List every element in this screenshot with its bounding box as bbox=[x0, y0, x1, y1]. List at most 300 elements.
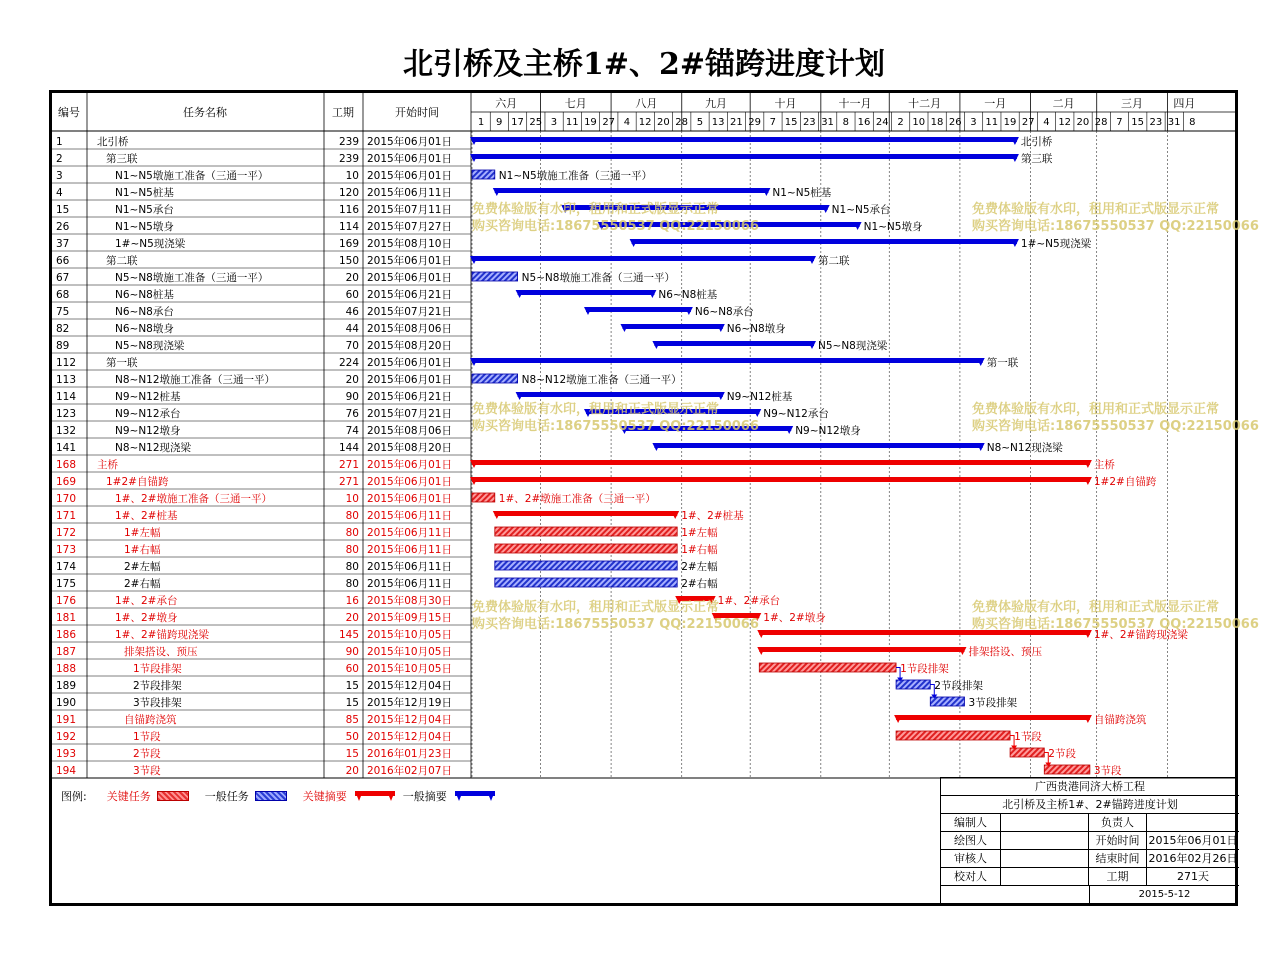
row-id: 189 bbox=[56, 680, 77, 692]
watermark-line1: 免费体验版有水印，租用和正式版显示正常 bbox=[972, 600, 1220, 615]
row-duration: 44 bbox=[345, 323, 359, 335]
row-duration: 20 bbox=[345, 612, 359, 624]
task-bar bbox=[472, 272, 518, 281]
row-id: 187 bbox=[56, 646, 77, 658]
checker-label: 校对人 bbox=[941, 868, 1001, 886]
row-start-date: 2015年08月20日 bbox=[367, 340, 452, 352]
bar-label: 第三联 bbox=[1020, 153, 1053, 165]
task-bar bbox=[1010, 748, 1044, 757]
row-id: 172 bbox=[56, 527, 77, 539]
row-id: 112 bbox=[56, 357, 77, 369]
row-start-date: 2015年07月21日 bbox=[367, 306, 452, 318]
drawer-label: 绘图人 bbox=[941, 832, 1001, 850]
day-label: 9 bbox=[496, 117, 503, 128]
start-value: 2015年06月01日 bbox=[1148, 834, 1238, 847]
bar-label: 1#、2#锚跨现浇梁 bbox=[1093, 629, 1188, 641]
row-task-name: N9~N12墩身 bbox=[115, 425, 181, 437]
task-bar bbox=[896, 731, 1010, 740]
row-duration: 80 bbox=[345, 527, 359, 539]
task-bar bbox=[472, 170, 495, 179]
bar-label: N1~N5墩施工准备（三通一平） bbox=[498, 170, 653, 182]
row-id: 193 bbox=[56, 748, 77, 760]
row-start-date: 2015年12月04日 bbox=[367, 714, 452, 726]
task-bar bbox=[472, 493, 495, 502]
month-label: 十二月 bbox=[908, 97, 942, 110]
row-start-date: 2015年06月11日 bbox=[367, 544, 452, 556]
compiler-label: 编制人 bbox=[941, 814, 1001, 832]
month-label: 二月 bbox=[1052, 97, 1075, 110]
bar-label: 排架搭设、预压 bbox=[968, 646, 1042, 658]
row-duration: 145 bbox=[338, 629, 359, 641]
bar-label: N1~N5承台 bbox=[831, 204, 891, 216]
drawer-value bbox=[1001, 832, 1089, 850]
row-id: 37 bbox=[56, 238, 70, 250]
row-id: 66 bbox=[56, 255, 70, 267]
responsible-label: 负责人 bbox=[1089, 814, 1147, 832]
row-start-date: 2015年07月11日 bbox=[367, 204, 452, 216]
legend-label: 图例: bbox=[61, 790, 87, 803]
day-label: 10 bbox=[912, 117, 926, 128]
row-start-date: 2015年10月05日 bbox=[367, 646, 452, 658]
row-task-name: 北引桥 bbox=[97, 136, 129, 148]
summary-bar bbox=[714, 613, 760, 618]
day-label: 17 bbox=[511, 117, 524, 128]
header-id: 编号 bbox=[58, 106, 80, 119]
legend-critical-summary-label: 关键摘要 bbox=[302, 790, 347, 803]
day-label: 5 bbox=[696, 117, 704, 128]
row-duration: 74 bbox=[345, 425, 359, 437]
duration-label: 工期 bbox=[1089, 868, 1147, 886]
bar-label: 1#右幅 bbox=[681, 544, 718, 556]
day-label: 20 bbox=[657, 117, 670, 128]
day-label: 18 bbox=[930, 117, 944, 128]
row-start-date: 2015年08月30日 bbox=[367, 595, 452, 607]
row-task-name: N6~N8墩身 bbox=[115, 323, 174, 335]
reviewer-label: 审核人 bbox=[941, 850, 1001, 868]
row-id: 67 bbox=[56, 272, 70, 284]
bar-label: N8~N12墩施工准备（三通一平） bbox=[521, 374, 682, 386]
row-duration: 169 bbox=[338, 238, 359, 250]
bar-label: N6~N8桩基 bbox=[658, 289, 718, 301]
row-id: 175 bbox=[56, 578, 77, 590]
watermark-line2: 购买咨询电话:18675550537 QQ:22150066 bbox=[972, 617, 1259, 632]
row-id: 2 bbox=[56, 153, 63, 165]
row-duration: 15 bbox=[345, 697, 359, 709]
row-id: 191 bbox=[56, 714, 77, 726]
day-label: 28 bbox=[1094, 117, 1108, 128]
row-start-date: 2015年08月06日 bbox=[367, 323, 452, 335]
bar-label: 1节段排架 bbox=[900, 663, 949, 675]
row-start-date: 2015年08月06日 bbox=[367, 425, 452, 437]
row-task-name: N1~N5桩基 bbox=[115, 187, 174, 199]
summary-bar bbox=[472, 477, 1090, 482]
row-id: 176 bbox=[56, 595, 77, 607]
row-start-date: 2015年09月15日 bbox=[367, 612, 452, 624]
row-duration: 90 bbox=[345, 391, 359, 403]
day-label: 20 bbox=[1076, 117, 1090, 128]
row-id: 186 bbox=[56, 629, 77, 641]
bar-label: N1~N5墩身 bbox=[863, 221, 923, 233]
row-id: 26 bbox=[56, 221, 70, 233]
bar-label: 1#2#自锚跨 bbox=[1093, 476, 1157, 488]
summary-bar bbox=[654, 341, 814, 346]
summary-bar bbox=[586, 307, 691, 312]
compiler-value bbox=[1001, 814, 1089, 832]
day-label: 24 bbox=[875, 117, 889, 128]
task-bar bbox=[495, 544, 677, 553]
row-id: 113 bbox=[56, 374, 77, 386]
row-start-date: 2015年07月27日 bbox=[367, 221, 452, 233]
summary-bar bbox=[622, 324, 722, 329]
day-label: 15 bbox=[1131, 117, 1145, 128]
day-label: 11 bbox=[565, 117, 579, 128]
row-duration: 144 bbox=[338, 442, 359, 454]
row-task-name: 1#、2#锚跨现浇梁 bbox=[115, 629, 209, 641]
row-duration: 60 bbox=[345, 663, 359, 675]
summary-bar bbox=[654, 443, 982, 448]
legend-normal-summary-swatch bbox=[453, 789, 497, 803]
row-start-date: 2015年06月01日 bbox=[367, 272, 452, 284]
reviewer-value bbox=[1001, 850, 1089, 868]
row-task-name: 1#左幅 bbox=[124, 527, 161, 539]
row-task-name: 第一联 bbox=[106, 357, 138, 369]
row-start-date: 2016年01月23日 bbox=[367, 748, 452, 760]
day-label: 16 bbox=[857, 117, 871, 128]
row-duration: 271 bbox=[338, 459, 359, 471]
row-task-name: 第二联 bbox=[106, 255, 138, 267]
task-bar bbox=[495, 578, 677, 587]
day-label: 31 bbox=[821, 117, 834, 128]
row-id: 188 bbox=[56, 663, 77, 675]
bar-label: 3节段 bbox=[1093, 765, 1122, 777]
summary-bar bbox=[632, 239, 1017, 244]
day-label: 27 bbox=[602, 117, 616, 128]
row-start-date: 2015年06月01日 bbox=[367, 374, 452, 386]
bar-label: N1~N5桩基 bbox=[772, 187, 832, 199]
row-id: 169 bbox=[56, 476, 77, 488]
row-task-name: 1#~N5现浇梁 bbox=[115, 238, 186, 250]
summary-bar bbox=[472, 358, 983, 363]
day-label: 8 bbox=[1189, 117, 1196, 128]
watermark-line2: 购买咨询电话:18675550537 QQ:22150066 bbox=[472, 419, 759, 434]
row-task-name: 主桥 bbox=[97, 459, 118, 471]
bar-label: N5~N8现浇梁 bbox=[818, 340, 888, 352]
checker-value bbox=[1001, 868, 1089, 886]
row-start-date: 2015年06月01日 bbox=[367, 153, 452, 165]
day-label: 19 bbox=[1003, 117, 1017, 128]
row-duration: 10 bbox=[345, 493, 359, 505]
row-id: 141 bbox=[56, 442, 77, 454]
day-label: 1 bbox=[477, 117, 485, 128]
bar-label: 1#、2#承台 bbox=[717, 595, 781, 607]
watermark-line1: 免费体验版有水印，租用和正式版显示正常 bbox=[472, 202, 720, 217]
row-start-date: 2015年06月01日 bbox=[367, 357, 452, 369]
bar-label: 1#、2#墩身 bbox=[763, 612, 826, 624]
bar-label: 第二联 bbox=[818, 255, 850, 267]
title-block-row-2 bbox=[941, 832, 1239, 850]
row-id: 123 bbox=[56, 408, 77, 420]
summary-bar bbox=[472, 154, 1017, 159]
row-task-name: 排架搭设、预压 bbox=[124, 646, 198, 658]
summary-bar bbox=[600, 222, 860, 227]
row-start-date: 2015年08月20日 bbox=[367, 442, 452, 454]
row-duration: 46 bbox=[345, 306, 359, 318]
row-task-name: 第三联 bbox=[106, 153, 138, 165]
watermark-line1: 免费体验版有水印，租用和正式版显示正常 bbox=[972, 402, 1220, 417]
summary-bar bbox=[472, 137, 1017, 142]
day-label: 7 bbox=[1116, 117, 1123, 128]
bar-label: N9~N12墩身 bbox=[795, 425, 861, 437]
day-label: 21 bbox=[729, 117, 743, 128]
row-duration: 239 bbox=[338, 153, 359, 165]
task-bar bbox=[472, 374, 518, 383]
row-duration: 50 bbox=[345, 731, 359, 743]
watermark-line1: 免费体验版有水印，租用和正式版显示正常 bbox=[972, 202, 1220, 217]
row-duration: 15 bbox=[345, 748, 359, 760]
row-start-date: 2015年12月04日 bbox=[367, 731, 452, 743]
row-task-name: N5~N8墩施工准备（三通一平） bbox=[115, 272, 269, 284]
legend-critical-summary-swatch bbox=[353, 789, 397, 803]
day-label: 27 bbox=[1021, 117, 1035, 128]
responsible-value bbox=[1147, 814, 1239, 832]
row-task-name: N1~N5墩施工准备（三通一平） bbox=[115, 170, 269, 182]
bar-label: 2#左幅 bbox=[681, 561, 718, 573]
day-label: 26 bbox=[948, 117, 962, 128]
row-id: 171 bbox=[56, 510, 77, 522]
summary-bar bbox=[472, 460, 1090, 465]
row-duration: 60 bbox=[345, 289, 359, 301]
row-start-date: 2015年08月10日 bbox=[367, 238, 452, 250]
month-label: 九月 bbox=[704, 97, 727, 110]
bar-label: N6~N8承台 bbox=[694, 306, 754, 318]
bar-label: 3节段排架 bbox=[968, 697, 1018, 709]
row-task-name: 2#左幅 bbox=[124, 561, 161, 573]
row-id: 192 bbox=[56, 731, 77, 743]
row-duration: 10 bbox=[345, 170, 359, 182]
row-task-name: N5~N8现浇梁 bbox=[115, 340, 185, 352]
row-id: 15 bbox=[56, 204, 70, 216]
day-label: 28 bbox=[675, 117, 689, 128]
bar-label: 1#左幅 bbox=[681, 527, 718, 539]
task-bar bbox=[759, 663, 896, 672]
task-bar bbox=[896, 680, 930, 689]
row-duration: 80 bbox=[345, 561, 359, 573]
month-label: 八月 bbox=[635, 97, 658, 110]
watermark-line1: 免费体验版有水印，租用和正式版显示正常 bbox=[472, 402, 720, 417]
day-label: 3 bbox=[970, 117, 977, 128]
summary-bar bbox=[518, 290, 655, 295]
summary-bar bbox=[896, 715, 1090, 720]
row-id: 173 bbox=[56, 544, 77, 556]
row-task-name: 2节段排架 bbox=[133, 680, 182, 692]
day-label: 23 bbox=[1149, 117, 1163, 128]
row-duration: 150 bbox=[338, 255, 359, 267]
row-start-date: 2015年06月01日 bbox=[367, 136, 452, 148]
day-label: 23 bbox=[802, 117, 816, 128]
legend-critical-task-label: 关键任务 bbox=[106, 790, 151, 803]
month-label: 十一月 bbox=[838, 97, 872, 110]
day-label: 15 bbox=[784, 117, 798, 128]
row-id: 190 bbox=[56, 697, 77, 709]
end-label: 结束时间 bbox=[1089, 850, 1147, 868]
month-label: 一月 bbox=[984, 97, 1007, 110]
task-bar bbox=[930, 697, 964, 706]
month-label: 七月 bbox=[564, 97, 587, 110]
row-duration: 80 bbox=[345, 510, 359, 522]
bar-label: N8~N12现浇梁 bbox=[986, 442, 1063, 454]
watermark-line2: 购买咨询电话:18675550537 QQ:22150066 bbox=[972, 419, 1259, 434]
row-start-date: 2015年12月19日 bbox=[367, 697, 452, 709]
row-duration: 20 bbox=[345, 765, 359, 777]
row-start-date: 2015年06月21日 bbox=[367, 289, 452, 301]
day-label: 3 bbox=[550, 117, 558, 128]
row-start-date: 2016年02月07日 bbox=[367, 765, 452, 777]
bar-label: N6~N8墩身 bbox=[726, 323, 786, 335]
row-id: 3 bbox=[56, 170, 63, 182]
title-block-date: 2015-5-12 bbox=[1089, 886, 1239, 904]
row-start-date: 2015年06月11日 bbox=[367, 510, 452, 522]
day-label: 13 bbox=[711, 117, 725, 128]
title-block-row-4 bbox=[941, 868, 1239, 886]
row-id: 168 bbox=[56, 459, 77, 471]
row-duration: 271 bbox=[338, 476, 359, 488]
row-id: 4 bbox=[56, 187, 63, 199]
bar-label: 2节段排架 bbox=[934, 680, 983, 692]
row-task-name: N9~N12桩基 bbox=[115, 391, 181, 403]
row-duration: 16 bbox=[345, 595, 359, 607]
month-label: 十月 bbox=[774, 97, 797, 110]
day-label: 8 bbox=[842, 117, 849, 128]
row-duration: 80 bbox=[345, 578, 359, 590]
row-task-name: 1节段 bbox=[133, 731, 161, 743]
row-duration: 90 bbox=[345, 646, 359, 658]
summary-bar bbox=[472, 256, 814, 261]
header-start: 开始时间 bbox=[395, 106, 439, 119]
legend-normal-task-label: 一般任务 bbox=[204, 790, 249, 803]
row-start-date: 2015年06月21日 bbox=[367, 391, 452, 403]
row-start-date: 2015年06月11日 bbox=[367, 187, 452, 199]
row-task-name: 1#、2#墩施工准备（三通一平） bbox=[115, 493, 272, 505]
row-task-name: 3节段 bbox=[133, 765, 161, 777]
day-label: 2 bbox=[897, 117, 904, 128]
row-duration: 76 bbox=[345, 408, 359, 420]
row-start-date: 2015年10月05日 bbox=[367, 663, 452, 675]
row-task-name: 2节段 bbox=[133, 748, 161, 760]
row-task-name: 2#右幅 bbox=[124, 578, 161, 590]
watermark-line2: 购买咨询电话:18675550537 QQ:22150066 bbox=[472, 219, 759, 234]
day-label: 11 bbox=[985, 117, 999, 128]
row-task-name: 1#、2#墩身 bbox=[115, 612, 178, 624]
row-id: 89 bbox=[56, 340, 70, 352]
row-duration: 70 bbox=[345, 340, 359, 352]
bar-label: 第一联 bbox=[986, 357, 1019, 369]
day-label: 4 bbox=[623, 117, 631, 128]
bar-label: 1#、2#墩施工准备（三通一平） bbox=[498, 493, 656, 505]
row-task-name: 1#右幅 bbox=[124, 544, 161, 556]
row-task-name: 1#、2#承台 bbox=[115, 595, 178, 607]
legend-normal-task-swatch bbox=[255, 791, 287, 801]
summary-bar bbox=[759, 647, 964, 652]
row-start-date: 2015年06月11日 bbox=[367, 561, 452, 573]
row-duration: 15 bbox=[345, 680, 359, 692]
day-label: 12 bbox=[1058, 117, 1072, 128]
row-id: 75 bbox=[56, 306, 70, 318]
row-id: 82 bbox=[56, 323, 70, 335]
title-block-row-3 bbox=[941, 850, 1239, 868]
bar-label: 北引桥 bbox=[1020, 136, 1053, 148]
row-id: 170 bbox=[56, 493, 77, 505]
bar-label: 1#、2#桩基 bbox=[681, 510, 744, 522]
row-id: 174 bbox=[56, 561, 77, 573]
summary-bar bbox=[518, 392, 723, 397]
row-id: 114 bbox=[56, 391, 77, 403]
summary-bar bbox=[495, 511, 677, 516]
row-task-name: N9~N12承台 bbox=[115, 408, 181, 420]
bar-label: 1节段 bbox=[1014, 731, 1042, 743]
row-duration: 120 bbox=[338, 187, 359, 199]
row-start-date: 2015年06月11日 bbox=[367, 527, 452, 539]
row-start-date: 2015年10月05日 bbox=[367, 629, 452, 641]
page-title: 北引桥及主桥1#、2#锚跨进度计划 bbox=[402, 47, 886, 82]
row-start-date: 2015年12月04日 bbox=[367, 680, 452, 692]
header-name: 任务名称 bbox=[183, 106, 227, 119]
summary-bar bbox=[759, 630, 1090, 635]
row-task-name: 自锚跨浇筑 bbox=[124, 714, 177, 726]
row-task-name: N8~N12墩施工准备（三通一平） bbox=[115, 374, 276, 386]
watermark-line1: 免费体验版有水印，租用和正式版显示正常 bbox=[472, 600, 720, 615]
row-start-date: 2015年06月01日 bbox=[367, 459, 452, 471]
row-duration: 116 bbox=[338, 204, 359, 216]
day-label: 4 bbox=[1043, 117, 1050, 128]
summary-bar bbox=[563, 205, 827, 210]
start-label: 开始时间 bbox=[1089, 832, 1147, 850]
bar-label: 2节段 bbox=[1048, 748, 1076, 760]
row-task-name: N1~N5墩身 bbox=[115, 221, 174, 233]
row-task-name: N6~N8桩基 bbox=[115, 289, 174, 301]
row-task-name: N8~N12现浇梁 bbox=[115, 442, 192, 454]
day-label: 29 bbox=[748, 117, 761, 128]
row-id: 132 bbox=[56, 425, 77, 437]
summary-bar bbox=[586, 409, 759, 414]
task-bar bbox=[495, 527, 677, 536]
title-block-row-1 bbox=[941, 814, 1239, 832]
watermark-line2: 购买咨询电话:18675550537 QQ:22150066 bbox=[472, 617, 759, 632]
row-duration: 80 bbox=[345, 544, 359, 556]
row-start-date: 2015年06月01日 bbox=[367, 170, 452, 182]
task-bar bbox=[1044, 765, 1090, 774]
row-duration: 20 bbox=[345, 272, 359, 284]
watermark-line2: 购买咨询电话:18675550537 QQ:22150066 bbox=[972, 219, 1259, 234]
row-task-name: 1#2#自锚跨 bbox=[106, 476, 169, 488]
bar-label: N5~N8墩施工准备（三通一平） bbox=[521, 272, 675, 284]
legend-normal-summary-label: 一般摘要 bbox=[402, 790, 447, 803]
row-task-name: N1~N5承台 bbox=[115, 204, 174, 216]
row-start-date: 2015年06月01日 bbox=[367, 493, 452, 505]
row-start-date: 2015年06月01日 bbox=[367, 255, 452, 267]
bar-label: N9~N12承台 bbox=[763, 408, 829, 420]
row-task-name: 3节段排架 bbox=[133, 697, 182, 709]
row-duration: 224 bbox=[338, 357, 359, 369]
day-label: 12 bbox=[638, 117, 652, 128]
bar-label: N9~N12桩基 bbox=[726, 391, 793, 403]
row-start-date: 2015年06月01日 bbox=[367, 476, 452, 488]
legend-critical-task-swatch bbox=[157, 791, 189, 801]
row-start-date: 2015年06月11日 bbox=[367, 578, 452, 590]
title-block-company: 广西贵港同济大桥工程 bbox=[941, 778, 1239, 796]
duration-value: 271天 bbox=[1177, 870, 1209, 883]
month-label: 六月 bbox=[495, 97, 518, 110]
day-label: 25 bbox=[529, 117, 543, 128]
